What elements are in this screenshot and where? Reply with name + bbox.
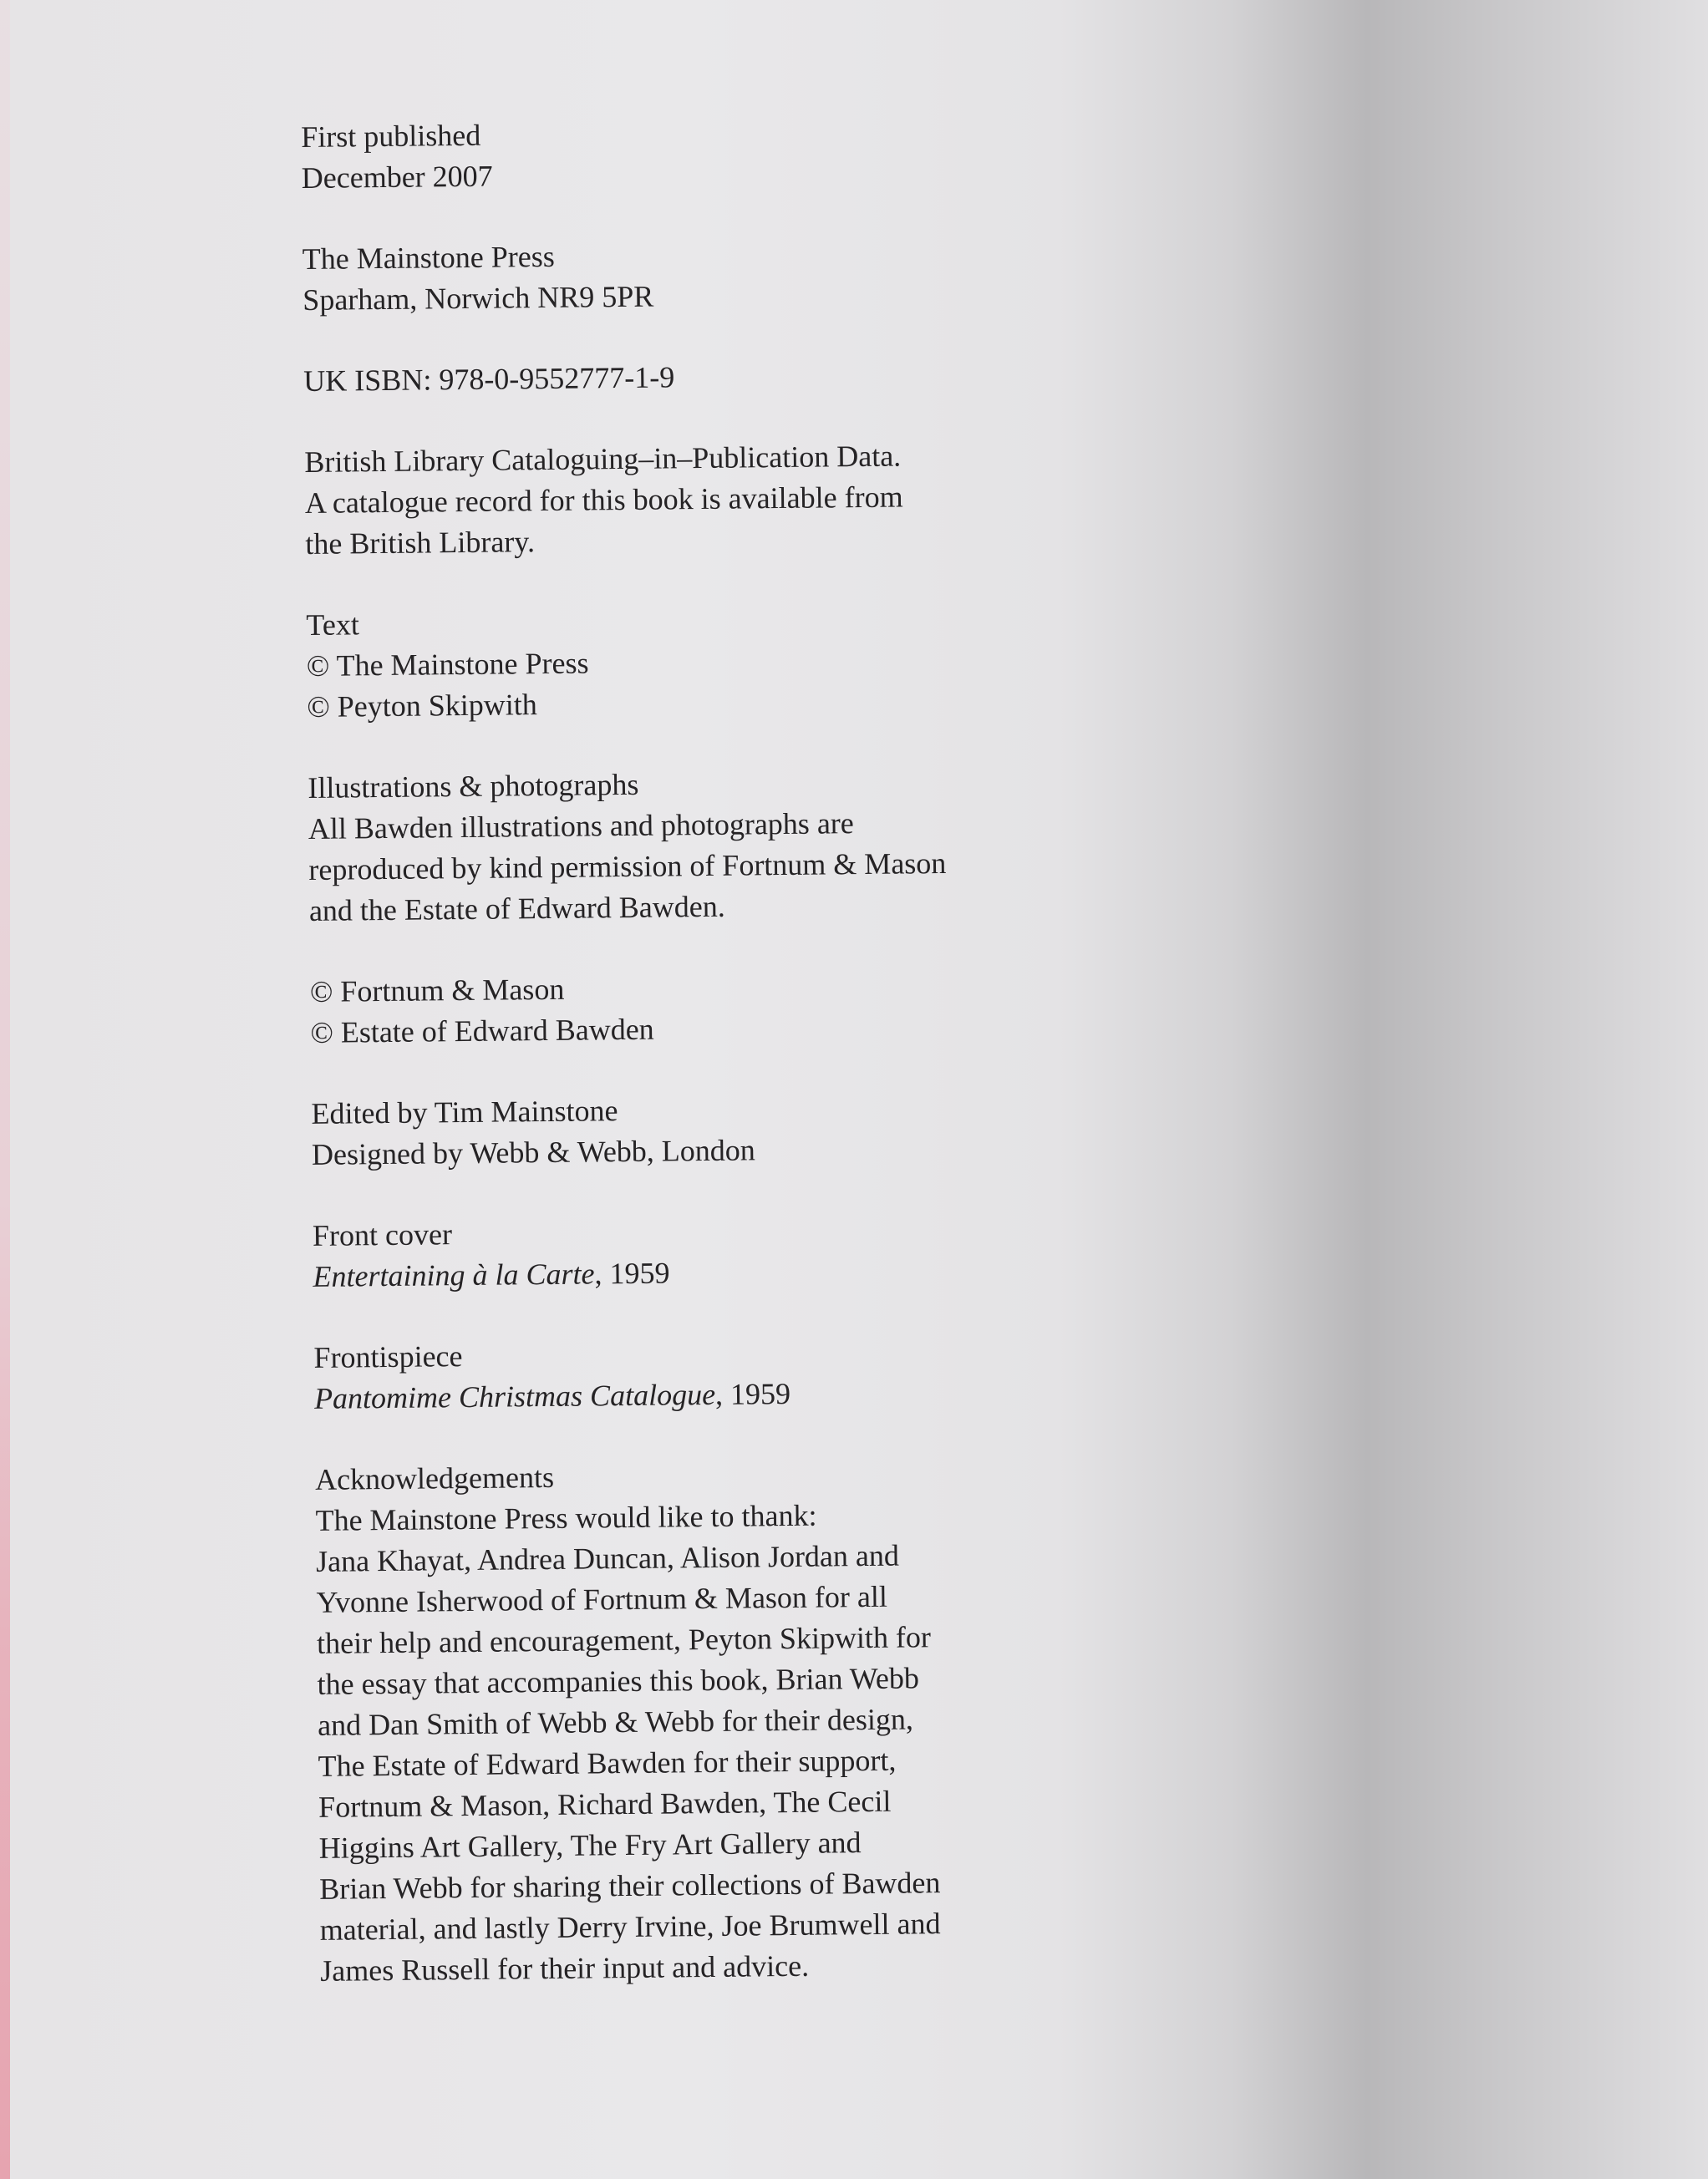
acknowledgements-line: Yvonne Isherwood of Fortnum & Mason for all <box>316 1579 888 1619</box>
front-cover-title: Entertaining à la Carte <box>313 1257 595 1293</box>
frontispiece-label: Frontispiece <box>313 1339 463 1374</box>
front-cover-label: Front cover <box>312 1217 453 1252</box>
front-cover-caption <box>313 1247 1148 1297</box>
illustrations-text: reproduced by kind permission of Fortnum & Mason <box>308 846 947 886</box>
acknowledgements-section <box>315 1450 1156 1991</box>
text-label: Text <box>306 607 360 642</box>
front-cover-year: , 1959 <box>594 1256 670 1291</box>
image-copyright: © Fortnum & Mason <box>309 972 565 1008</box>
text-copyright: © Peyton Skipwith <box>307 688 537 724</box>
acknowledgements-line: Brian Webb for sharing their collections of Bawden <box>319 1866 941 1906</box>
edited-by: Edited by Tim Mainstone <box>311 1094 618 1130</box>
cip-line: British Library Cataloguing–in–Publication Data. <box>304 439 902 479</box>
frontispiece-title: Pantomime Christmas Catalogue <box>313 1377 716 1415</box>
acknowledgements-line: Jana Khayat, Andrea Duncan, Alison Jordan and <box>315 1538 900 1578</box>
illustrations-text: All Bawden illustrations and photographs are <box>308 806 854 846</box>
isbn: UK ISBN: 978-0-9552777-1-9 <box>303 360 675 398</box>
acknowledgements-line: The Estate of Edward Bawden for their support, <box>318 1743 897 1783</box>
first-published-date: December 2007 <box>301 159 493 195</box>
acknowledgements-line: material, and lastly Derry Irvine, Joe Brumwell and <box>319 1907 941 1947</box>
publication-date-section <box>301 109 1137 199</box>
page-edge <box>0 0 10 2179</box>
illustrations-section <box>308 759 1145 931</box>
publisher-address: Sparham, Norwich NR9 5PR <box>302 279 654 317</box>
text-copyright: © The Mainstone Press <box>306 646 589 683</box>
designed-by: Designed by Webb & Webb, London <box>311 1133 755 1171</box>
acknowledgements-label: Acknowledgements <box>314 1460 555 1496</box>
cip-line: A catalogue record for this book is available from <box>304 480 903 520</box>
acknowledgements-line: their help and encouragement, Peyton Skipwith for <box>316 1620 932 1660</box>
imprint-page <box>301 109 1156 2032</box>
front-cover-section <box>313 1206 1149 1297</box>
acknowledgements-line: Fortnum & Mason, Richard Bawden, The Cecil <box>318 1784 892 1824</box>
publisher-name: The Mainstone Press <box>302 239 555 276</box>
illustrations-text: and the Estate of Edward Bawden. <box>308 889 725 927</box>
frontispiece-section <box>313 1328 1150 1419</box>
illustrations-label: Illustrations & photographs <box>308 767 639 805</box>
acknowledgements-line: Higgins Art Gallery, The Fry Art Gallery and <box>318 1826 862 1865</box>
credits-section <box>311 1084 1147 1175</box>
text-copyright-section <box>306 596 1142 727</box>
image-copyright-section <box>310 963 1146 1053</box>
frontispiece-caption <box>314 1369 1150 1419</box>
acknowledgements-line: and Dan Smith of Webb & Webb for their design, <box>317 1702 914 1742</box>
cip-section <box>304 434 1141 565</box>
frontispiece-year: , 1959 <box>714 1376 791 1411</box>
first-published-label: First published <box>301 118 481 154</box>
acknowledgements-line: James Russell for their input and advice. <box>320 1948 810 1988</box>
publisher-section <box>302 231 1139 321</box>
acknowledgements-line: The Mainstone Press would like to thank: <box>315 1498 817 1537</box>
cip-line: the British Library. <box>305 525 536 561</box>
acknowledgements-line: the essay that accompanies this book, Brian Webb <box>317 1661 920 1701</box>
isbn-section <box>303 353 1139 402</box>
image-copyright: © Estate of Edward Bawden <box>310 1012 654 1049</box>
